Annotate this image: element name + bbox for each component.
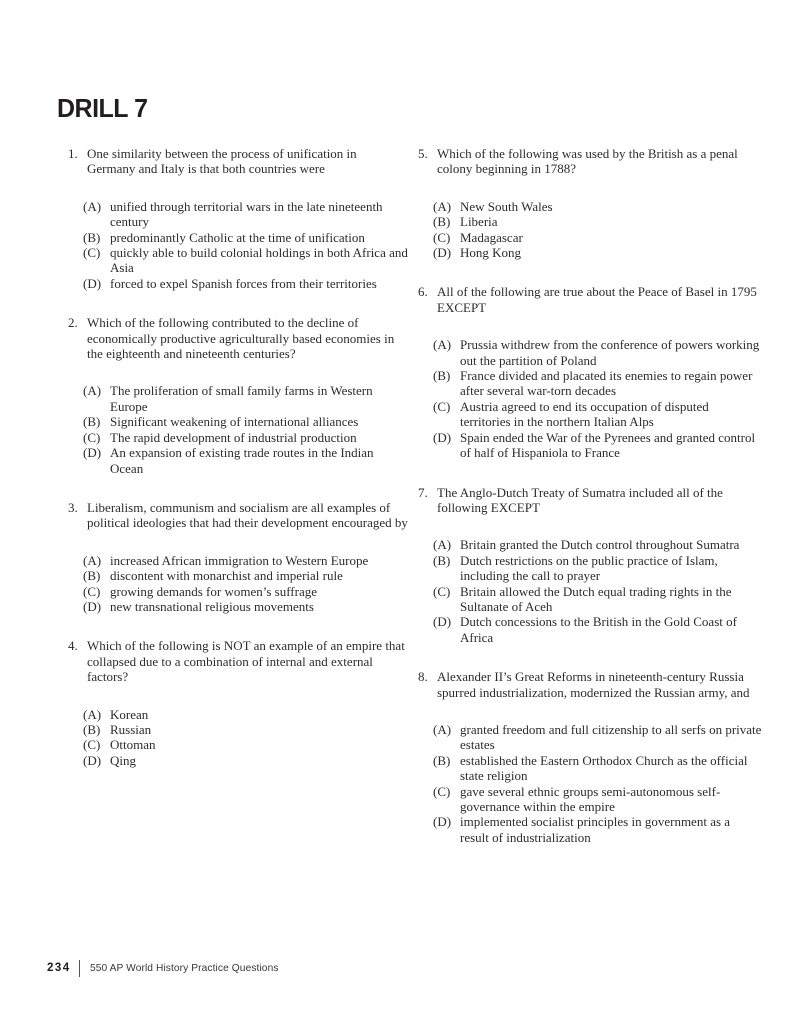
choice-row <box>433 230 762 245</box>
questions-left-column <box>68 146 408 792</box>
choice-row <box>433 584 762 615</box>
choice-label: (D) <box>433 814 452 830</box>
question-number: 5. <box>418 146 428 161</box>
choice-label: (D) <box>83 752 102 768</box>
choice-row <box>83 383 408 414</box>
question-number: 6. <box>418 284 428 300</box>
choice-label: (B) <box>83 721 101 737</box>
choice-text: Liberia <box>460 214 498 230</box>
choice-label: (B) <box>433 368 451 384</box>
question-5 <box>418 146 762 260</box>
question-stem: Alexander II’s Great Reforms in nineteenth-century Russia spurred industrialization, modernized the Russian army, and <box>437 669 750 700</box>
choices-list <box>433 722 762 845</box>
choices-list <box>433 199 762 261</box>
question-1 <box>68 146 408 291</box>
choices-list <box>83 553 408 615</box>
question-number: 4. <box>68 638 78 654</box>
question-stem: All of the following are true about the Peace of Basel in 1795 EXCEPT <box>437 284 757 315</box>
choice-text: established the Eastern Orthodox Church as the official state religion <box>460 752 748 784</box>
question-4 <box>68 638 408 768</box>
drill-heading: DRILL 7 <box>57 93 148 123</box>
choice-row <box>83 276 408 291</box>
choice-text: granted freedom and full citizenship to all serfs on private estates <box>460 721 762 753</box>
choice-text: growing demands for women’s suffrage <box>110 583 317 599</box>
choices-list <box>83 199 408 291</box>
choice-row <box>83 753 408 768</box>
choice-row <box>433 553 762 584</box>
choice-text: An expansion of existing trade routes in the Indian Ocean <box>110 445 374 476</box>
choice-label: (A) <box>433 198 452 214</box>
choice-label: (B) <box>83 414 101 430</box>
choice-row <box>433 784 762 815</box>
choice-row <box>83 584 408 599</box>
choice-text: implemented socialist principles in government as a result of industrialization <box>460 814 731 845</box>
footer-divider <box>79 960 80 977</box>
book-title: 550 AP World History Practice Questions <box>89 962 279 974</box>
choice-row <box>83 245 408 276</box>
choice-row <box>83 737 408 752</box>
choice-label: (A) <box>433 721 452 737</box>
choice-row <box>433 399 762 430</box>
choice-text: increased African immigration to Western Europe <box>110 552 369 568</box>
question-2 <box>68 315 408 476</box>
choice-text: Austria agreed to end its occupation of disputed territories in the northern Italian Alps <box>460 398 709 430</box>
questions-right-column <box>418 146 762 869</box>
choice-row <box>83 445 408 476</box>
question-number: 1. <box>68 146 78 161</box>
choice-text: quickly able to build colonial holdings in both Africa and Asia <box>110 245 408 276</box>
choice-row <box>433 368 762 399</box>
choice-row <box>433 245 762 260</box>
choice-label: (D) <box>433 429 452 445</box>
choice-label: (C) <box>433 583 451 599</box>
question-7 <box>418 485 762 646</box>
choices-list <box>83 383 408 475</box>
question-number: 2. <box>68 315 78 331</box>
question-number: 8. <box>418 669 428 685</box>
choice-label: (B) <box>433 752 451 768</box>
choice-row <box>83 199 408 230</box>
choice-label: (B) <box>433 214 451 230</box>
choice-row <box>83 430 408 445</box>
choice-label: (A) <box>433 537 452 553</box>
choice-text: Significant weakening of international alliances <box>110 414 359 430</box>
choice-row <box>83 707 408 722</box>
choice-row <box>83 568 408 583</box>
choice-text: predominantly Catholic at the time of unification <box>110 229 365 245</box>
choice-row <box>433 537 762 552</box>
page-number: 234 <box>47 962 71 974</box>
choice-text: Britain granted the Dutch control throughout Sumatra <box>460 537 740 553</box>
choice-text: Korean <box>110 706 149 722</box>
choice-label: (C) <box>83 583 101 599</box>
choice-row <box>83 414 408 429</box>
choice-label: (B) <box>83 229 101 245</box>
choice-label: (A) <box>433 337 452 353</box>
question-stem: Which of the following contributed to the decline of economically productive agriculturally based economies in the eighteenth and nineteenth centuries? <box>87 315 395 362</box>
choice-text: Dutch concessions to the British in the Gold Coast of Africa <box>460 614 737 645</box>
choice-row <box>433 614 762 645</box>
choice-text: Britain allowed the Dutch equal trading rights in the Sultanate of Aceh <box>460 583 732 614</box>
choice-row <box>83 599 408 614</box>
choice-row <box>433 337 762 368</box>
choice-label: (D) <box>83 598 102 614</box>
choice-row <box>433 814 762 845</box>
choice-label: (D) <box>433 245 452 261</box>
question-6 <box>418 284 762 460</box>
choice-label: (B) <box>433 552 451 568</box>
question-stem: One similarity between the process of unification in Germany and Italy is that both countries were <box>87 146 357 177</box>
choices-list <box>83 707 408 769</box>
choices-list <box>433 337 762 460</box>
question-stem: Which of the following was used by the British as a penal colony beginning in 1788? <box>437 146 738 177</box>
choice-text: The proliferation of small family farms in Western Europe <box>110 383 373 414</box>
choice-text: Spain ended the War of the Pyrenees and granted control of half of Hispaniola to France <box>460 429 756 461</box>
choice-text: new transnational religious movements <box>110 598 314 614</box>
choice-label: (A) <box>83 198 102 214</box>
question-number: 3. <box>68 499 78 515</box>
choice-text: Qing <box>110 752 136 768</box>
question-8 <box>418 669 762 845</box>
choice-row <box>433 214 762 229</box>
choice-text: discontent with monarchist and imperial rule <box>110 568 343 584</box>
choice-row <box>83 230 408 245</box>
choice-text: forced to expel Spanish forces from their territories <box>110 275 377 291</box>
page-footer <box>47 957 284 979</box>
choice-text: gave several ethnic groups semi-autonomous self-governance within the empire <box>460 783 721 814</box>
choice-label: (A) <box>83 706 102 722</box>
question-number: 7. <box>418 484 428 500</box>
choice-row <box>83 722 408 737</box>
question-stem: Liberalism, communism and socialism are all examples of political ideologies that had their development encouraged by <box>87 499 408 531</box>
choice-text: Prussia withdrew from the conference of powers working out the partition of Poland <box>460 337 760 368</box>
choice-text: Dutch restrictions on the public practice of Islam, including the call to prayer <box>460 552 718 584</box>
choice-text: France divided and placated its enemies to regain power after several war-torn decades <box>460 368 753 399</box>
choice-label: (C) <box>83 245 101 261</box>
choice-row <box>83 553 408 568</box>
choice-text: Ottoman <box>110 737 156 753</box>
choice-text: Russian <box>110 721 152 737</box>
choice-label: (C) <box>83 737 101 753</box>
choice-row <box>433 753 762 784</box>
choice-label: (C) <box>83 429 101 445</box>
choice-label: (A) <box>83 383 102 399</box>
choice-label: (C) <box>433 398 451 414</box>
choice-row <box>433 722 762 753</box>
choice-label: (C) <box>433 783 451 799</box>
choice-row <box>433 430 762 461</box>
choice-text: unified through territorial wars in the late nineteenth century <box>110 198 383 230</box>
question-stem: Which of the following is NOT an example of an empire that collapsed due to a combination of internal and external factors? <box>87 638 405 685</box>
choice-label: (D) <box>83 275 102 291</box>
choice-label: (D) <box>83 445 102 461</box>
choice-label: (C) <box>433 229 451 245</box>
question-3 <box>68 500 408 614</box>
choice-text: The rapid development of industrial production <box>110 429 357 445</box>
choice-row <box>433 199 762 214</box>
choice-label: (B) <box>83 568 101 584</box>
question-stem: The Anglo-Dutch Treaty of Sumatra included all of the following EXCEPT <box>437 484 723 515</box>
choice-label: (D) <box>433 614 452 630</box>
choice-text: Hong Kong <box>460 245 522 261</box>
choice-label: (A) <box>83 552 102 568</box>
choices-list <box>433 537 762 645</box>
choice-text: Madagascar <box>460 229 523 245</box>
choice-text: New South Wales <box>460 198 553 214</box>
